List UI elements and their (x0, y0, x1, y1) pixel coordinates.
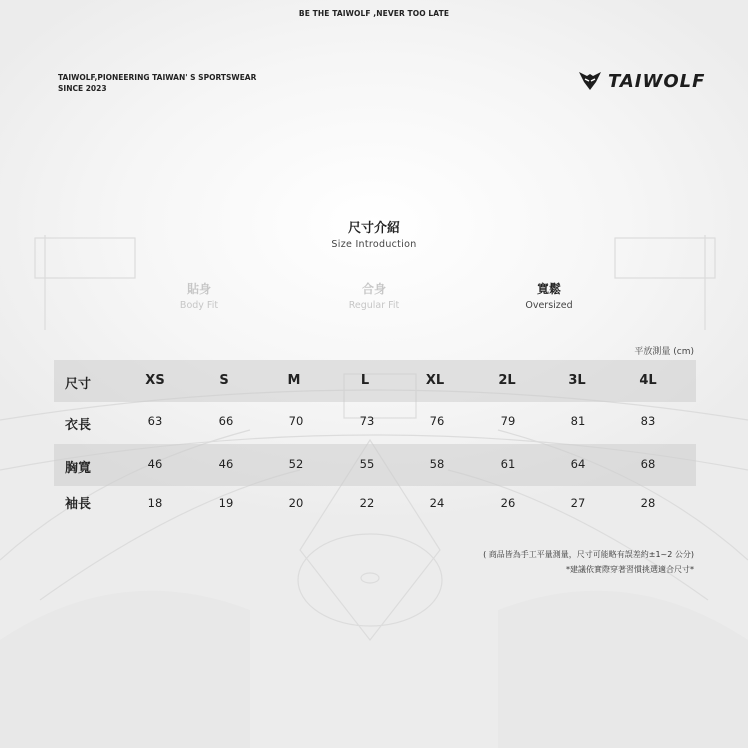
table-cell: 83 (640, 414, 656, 428)
size-header-label: 尺寸 (65, 377, 92, 392)
fit-option-en: Regular Fit (348, 300, 400, 311)
table-cell: 20 (288, 496, 304, 510)
table-cell: 76 (429, 414, 445, 428)
row-label: 衣長 (65, 418, 92, 433)
section-title (0, 217, 748, 250)
table-cell: 66 (218, 414, 234, 428)
table-cell: 24 (429, 496, 445, 510)
title-en: Size Introduction (331, 239, 417, 250)
table-row-chest (0, 457, 748, 477)
note-measurement: ( 商品皆為手工平量測量，尺寸可能略有誤差約±1~2 公分) (483, 550, 694, 559)
fit-option-zh: 合身 (361, 282, 386, 296)
table-cell: 79 (500, 414, 516, 428)
row-label: 胸寬 (65, 461, 92, 476)
table-cell: 55 (359, 457, 375, 471)
fit-option-zh: 寬鬆 (536, 282, 561, 296)
size-header-cell: S (219, 373, 229, 388)
size-header-cell: M (287, 373, 301, 388)
unit-note: 平放測量 (cm) (634, 347, 694, 357)
measurement-notes (483, 547, 694, 577)
table-cell: 46 (218, 457, 234, 471)
table-cell: 28 (640, 496, 656, 510)
logo-wordmark: TAIWOLF (608, 70, 706, 92)
size-header-cell: XS (145, 373, 165, 388)
wolf-icon (578, 70, 602, 92)
top-banner: BE THE TAIWOLF ,NEVER TOO LATE (298, 9, 450, 18)
size-header-cell: 3L (568, 373, 586, 388)
table-cell: 64 (570, 457, 586, 471)
size-header-cell: 2L (498, 373, 516, 388)
title-zh: 尺寸介紹 (347, 221, 400, 236)
size-header-cell: L (360, 373, 370, 388)
table-cell: 52 (288, 457, 304, 471)
table-cell: 68 (640, 457, 656, 471)
table-header-row (0, 373, 748, 393)
table-cell: 19 (218, 496, 234, 510)
table-cell: 18 (147, 496, 163, 510)
table-cell: 26 (500, 496, 516, 510)
note-advice: *建議依實際穿著習慣挑選適合尺寸* (566, 565, 694, 574)
table-row-length (0, 414, 748, 434)
brand-logo (578, 70, 705, 92)
size-header-cell: 4L (639, 373, 657, 388)
table-cell: 58 (429, 457, 445, 471)
table-row-sleeve (0, 493, 748, 513)
fit-option-en: Body Fit (179, 300, 219, 311)
size-header-cell: XL (425, 373, 445, 388)
brand-tagline (58, 72, 256, 94)
row-label: 袖長 (65, 497, 92, 512)
fit-option-oversized (489, 280, 609, 311)
table-cell: 63 (147, 414, 163, 428)
fit-option-regular (314, 280, 434, 311)
fit-option-en: Oversized (525, 300, 573, 311)
fit-option-body (139, 280, 259, 311)
fit-option-zh: 貼身 (186, 282, 211, 296)
table-cell: 61 (500, 457, 516, 471)
table-cell: 22 (359, 496, 375, 510)
table-cell: 70 (288, 414, 304, 428)
table-cell: 73 (359, 414, 375, 428)
brand-tagline-line2: SINCE 2023 (58, 84, 107, 93)
table-cell: 81 (570, 414, 586, 428)
table-cell: 27 (570, 496, 586, 510)
brand-tagline-line1: TAIWOLF,PIONEERING TAIWAN' S SPORTSWEAR (58, 73, 257, 82)
table-cell: 46 (147, 457, 163, 471)
